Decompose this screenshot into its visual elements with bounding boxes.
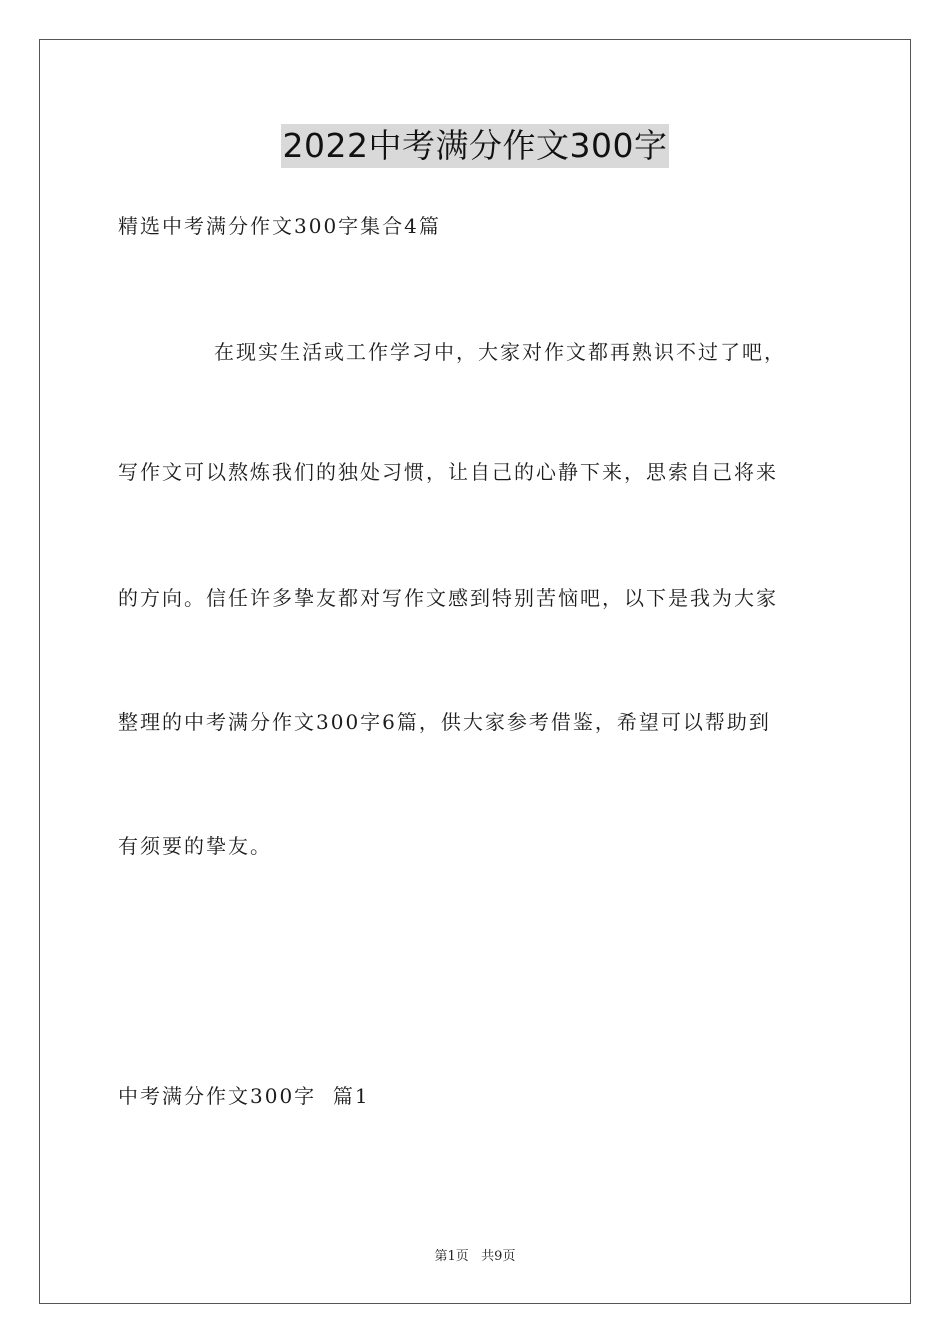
document-subtitle: 精选中考满分作文300字集合4篇 xyxy=(118,214,441,238)
body-line-5: 有须要的挚友。 xyxy=(118,834,272,858)
section-heading: 中考满分作文300字 篇1 xyxy=(118,1084,370,1108)
page-footer: 第1页 共9页 xyxy=(434,1249,516,1264)
document-title: 2022中考满分作文300字 xyxy=(281,124,670,168)
body-line-2: 写作文可以熬炼我们的独处习惯，让自己的心静下来，思索自己将来 xyxy=(118,460,778,484)
title-container xyxy=(0,124,950,168)
body-line-4: 整理的中考满分作文300字6篇，供大家参考借鉴，希望可以帮助到 xyxy=(118,710,771,734)
body-line-1: 在现实生活或工作学习中，大家对作文都再熟识不过了吧， xyxy=(214,340,786,364)
body-line-3: 的方向。信任许多挚友都对写作文感到特别苦恼吧，以下是我为大家 xyxy=(118,586,778,610)
